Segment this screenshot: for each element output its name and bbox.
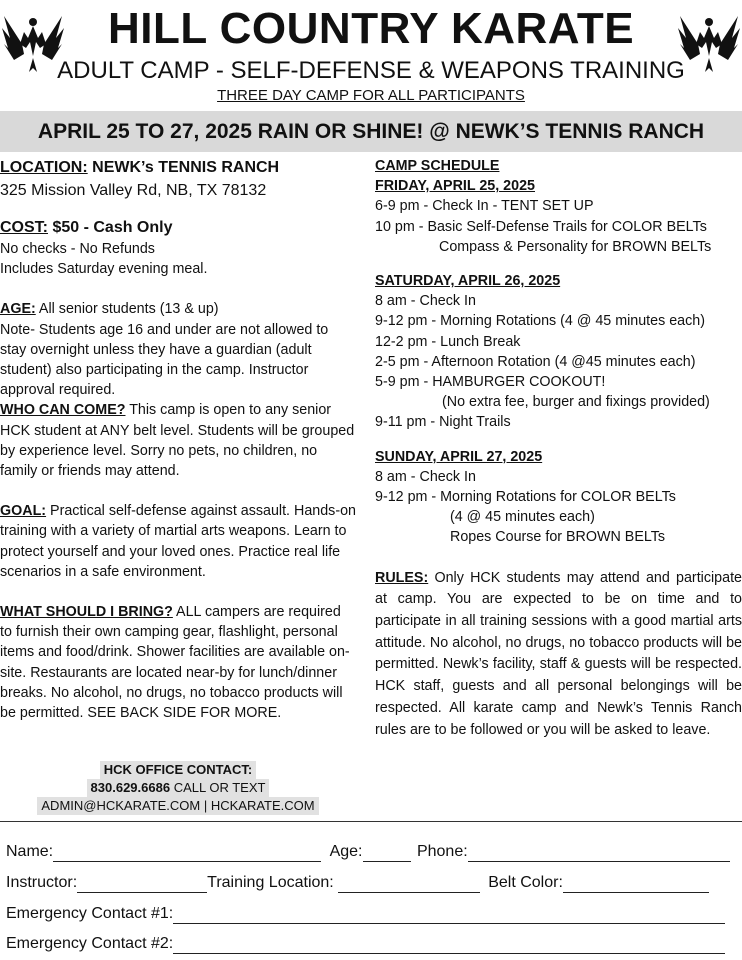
age-label: AGE:	[0, 301, 36, 318]
schedule-item: 12-2 pm - Lunch Break	[375, 333, 521, 350]
schedule-item: 6-9 pm - Check In - TENT SET UP	[375, 198, 594, 215]
saturday-title: SATURDAY, APRIL 26, 2025	[375, 273, 561, 290]
bring-value: ALL campers are required to furnish their own camping gear, flashlight, personal items and food/drink. Shower facilities are available on-site. Restaurants are located near-by for lunch/dinner breaks. No alcohol, no drugs, no tobacco products will be permitted. SEE BACK SIDE FOR MORE.	[0, 604, 350, 722]
schedule-item: Compass & Personality for BROWN BELTs	[439, 238, 712, 255]
schedule-item: 9-12 pm - Morning Rotations for COLOR BELTs	[375, 489, 676, 506]
phone-label: Phone:	[416, 843, 468, 860]
age-field-label: Age:	[329, 843, 363, 860]
info-column	[0, 156, 356, 723]
training-location-field[interactable]	[338, 876, 480, 893]
sunday-title: SUNDAY, APRIL 27, 2025	[375, 448, 543, 465]
who-label: WHO CAN COME?	[0, 402, 126, 419]
office-contact	[0, 761, 356, 815]
schedule-item: 8 am - Check In	[375, 293, 476, 310]
form-row	[6, 873, 709, 893]
form-row	[6, 904, 725, 924]
emergency1-field[interactable]	[173, 907, 725, 924]
name-label: Name:	[6, 843, 54, 860]
schedule-item: 9-12 pm - Morning Rotations (4 @ 45 minutes each)	[375, 313, 705, 330]
rules-text	[375, 568, 742, 742]
page-title: HILL COUNTRY KARATE	[107, 4, 635, 53]
name-field[interactable]	[53, 845, 321, 862]
belt-color-label: Belt Color:	[488, 874, 563, 891]
location-label: LOCATION:	[0, 159, 88, 176]
contact-title: HCK OFFICE CONTACT:	[100, 761, 257, 779]
belt-color-field[interactable]	[563, 876, 709, 893]
rules-value: Only HCK students may attend and participate at camp. You are expected to be on time and to participate in all training sessions with a good martial arts attitude. No alcohol, no drugs, no tobacco products will be permitted. Newk’s facility, staff & guests will be respected. HCK staff, guests and all personal belongings will be respected. All karate camp and Newk’s Tennis Ranch rules are to be followed or you will be asked to leave.	[375, 569, 742, 738]
instructor-field[interactable]	[77, 876, 207, 893]
address: 325 Mission Valley Rd, NB, TX 78132	[0, 182, 267, 199]
divider	[0, 821, 742, 822]
camp-description: THREE DAY CAMP FOR ALL PARTICIPANTS	[217, 87, 525, 104]
schedule-item: (No extra fee, burger and fixings provided)	[442, 394, 710, 411]
phone-field[interactable]	[468, 845, 730, 862]
date-banner	[0, 111, 742, 152]
schedule-item: 9-11 pm - Night Trails	[375, 414, 511, 431]
who-value: This camp is open to any senior HCK student at ANY belt level. Students will be grouped by experience level. Sorry no pets, no children, no family or friends may attend.	[0, 402, 355, 480]
schedule-column	[375, 156, 742, 741]
goal-label: GOAL:	[0, 503, 47, 520]
age-value: All senior students (13 & up)	[35, 301, 219, 318]
schedule-item: 2-5 pm - Afternoon Rotation (4 @45 minutes each)	[375, 353, 696, 370]
page-subtitle: ADULT CAMP - SELF-DEFENSE & WEAPONS TRAINING	[57, 57, 685, 84]
schedule-title: CAMP SCHEDULE	[375, 158, 500, 174]
contact-phone-note: CALL OR TEXT	[170, 780, 266, 795]
schedule-item: 5-9 pm - HAMBURGER COOKOUT!	[375, 374, 606, 391]
cost-value: $50 - Cash Only	[48, 219, 173, 236]
form-row	[6, 934, 725, 954]
age-field[interactable]	[363, 845, 411, 862]
friday-title: FRIDAY, APRIL 25, 2025	[375, 178, 535, 195]
emergency2-field[interactable]	[173, 937, 725, 954]
schedule-item: Ropes Course for BROWN BELTs	[450, 529, 666, 546]
rules-label: RULES:	[375, 569, 429, 586]
contact-phone: 830.629.6686	[90, 780, 171, 795]
cost-line: Includes Saturday evening meal.	[0, 261, 208, 278]
goal-value: Practical self-defense against assault. Hands-on training with a variety of martial arts weapons. Learn to protect yourself and your loved ones. Practice real life scenarios in a safe environment.	[0, 503, 356, 580]
form-row	[6, 842, 730, 862]
emergency2-label: Emergency Contact #2:	[6, 935, 174, 952]
location-value: NEWK’s TENNIS RANCH	[87, 159, 280, 176]
date-banner-text: APRIL 25 TO 27, 2025 RAIN OR SHINE! @ NEWK’S TENNIS RANCH	[37, 120, 705, 143]
emergency1-label: Emergency Contact #1:	[6, 905, 174, 922]
schedule-item: 10 pm - Basic Self-Defense Trails for COLOR BELTs	[375, 218, 707, 235]
instructor-label: Instructor:	[6, 874, 78, 891]
contact-web: ADMIN@HCKARATE.COM | HCKARATE.COM	[37, 797, 318, 815]
age-note: Note- Students age 16 and under are not allowed to stay overnight unless they have a guardian (adult student) also participating in the camp. Instructor approval required.	[0, 321, 329, 399]
schedule-item: (4 @ 45 minutes each)	[450, 509, 595, 526]
cost-label: COST:	[0, 219, 48, 236]
schedule-item: 8 am - Check In	[375, 468, 476, 485]
cost-line: No checks - No Refunds	[0, 241, 155, 257]
training-location-label: Training Location:	[207, 874, 334, 891]
bring-label: WHAT SHOULD I BRING?	[0, 604, 173, 621]
